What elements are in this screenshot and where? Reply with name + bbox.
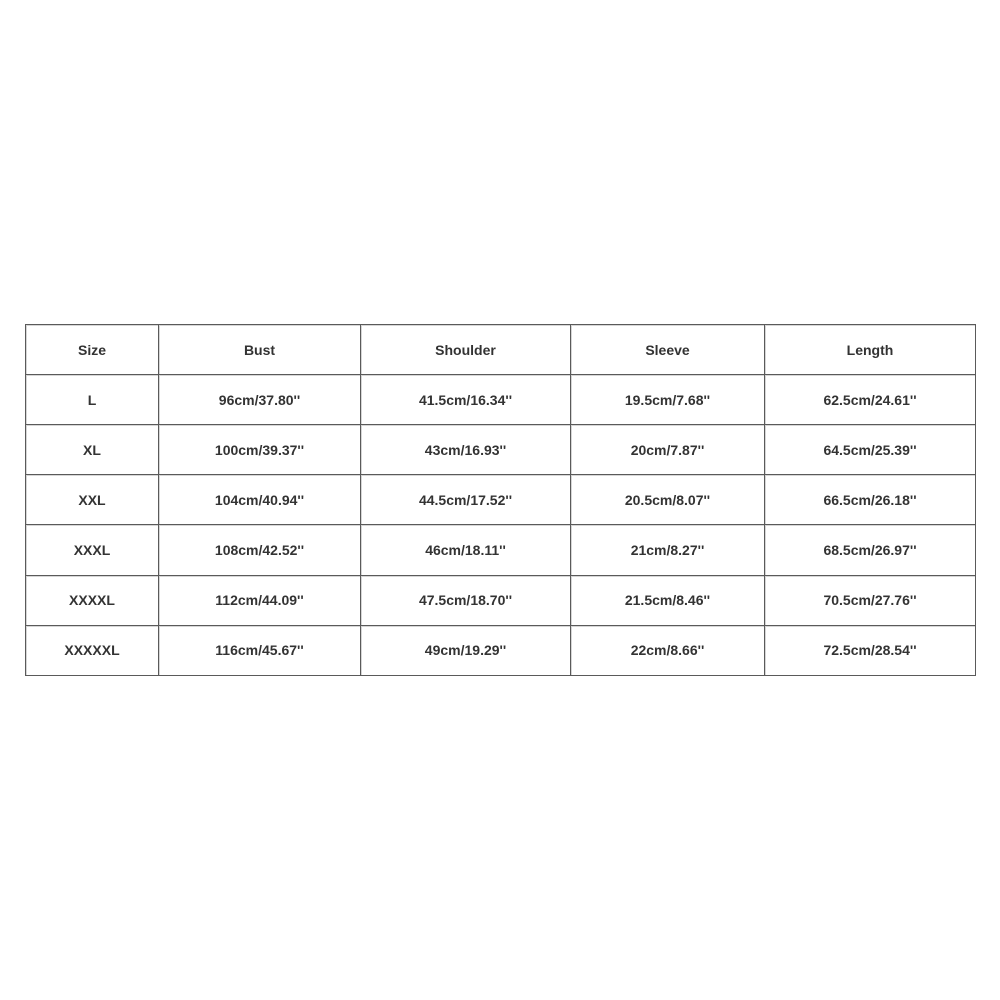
size-chart-table [25, 324, 976, 676]
cell-bust: 104cm/40.94'' [159, 475, 361, 525]
cell-shoulder: 47.5cm/18.70'' [361, 575, 571, 625]
cell-size: XXXXL [26, 575, 159, 625]
table-row [26, 625, 976, 675]
header-bust: Bust [159, 325, 361, 375]
cell-bust: 112cm/44.09'' [159, 575, 361, 625]
cell-shoulder: 49cm/19.29'' [361, 625, 571, 675]
cell-length: 70.5cm/27.76'' [765, 575, 976, 625]
cell-size: L [26, 375, 159, 425]
header-sleeve: Sleeve [571, 325, 765, 375]
cell-bust: 116cm/45.67'' [159, 625, 361, 675]
cell-length: 62.5cm/24.61'' [765, 375, 976, 425]
cell-sleeve: 20.5cm/8.07'' [571, 475, 765, 525]
cell-length: 68.5cm/26.97'' [765, 525, 976, 575]
cell-shoulder: 43cm/16.93'' [361, 425, 571, 475]
cell-shoulder: 41.5cm/16.34'' [361, 375, 571, 425]
cell-size: XXL [26, 475, 159, 525]
header-shoulder: Shoulder [361, 325, 571, 375]
header-size: Size [26, 325, 159, 375]
cell-sleeve: 21cm/8.27'' [571, 525, 765, 575]
cell-size: XXXXXL [26, 625, 159, 675]
table-row [26, 425, 976, 475]
cell-bust: 100cm/39.37'' [159, 425, 361, 475]
cell-length: 64.5cm/25.39'' [765, 425, 976, 475]
cell-bust: 96cm/37.80'' [159, 375, 361, 425]
table-row [26, 375, 976, 425]
cell-size: XXXL [26, 525, 159, 575]
cell-sleeve: 19.5cm/7.68'' [571, 375, 765, 425]
cell-size: XL [26, 425, 159, 475]
table-row [26, 475, 976, 525]
cell-sleeve: 21.5cm/8.46'' [571, 575, 765, 625]
cell-shoulder: 44.5cm/17.52'' [361, 475, 571, 525]
header-length: Length [765, 325, 976, 375]
cell-length: 66.5cm/26.18'' [765, 475, 976, 525]
table-row [26, 525, 976, 575]
table-header-row [26, 325, 976, 375]
cell-length: 72.5cm/28.54'' [765, 625, 976, 675]
cell-sleeve: 20cm/7.87'' [571, 425, 765, 475]
table-row [26, 575, 976, 625]
cell-shoulder: 46cm/18.11'' [361, 525, 571, 575]
cell-sleeve: 22cm/8.66'' [571, 625, 765, 675]
cell-bust: 108cm/42.52'' [159, 525, 361, 575]
